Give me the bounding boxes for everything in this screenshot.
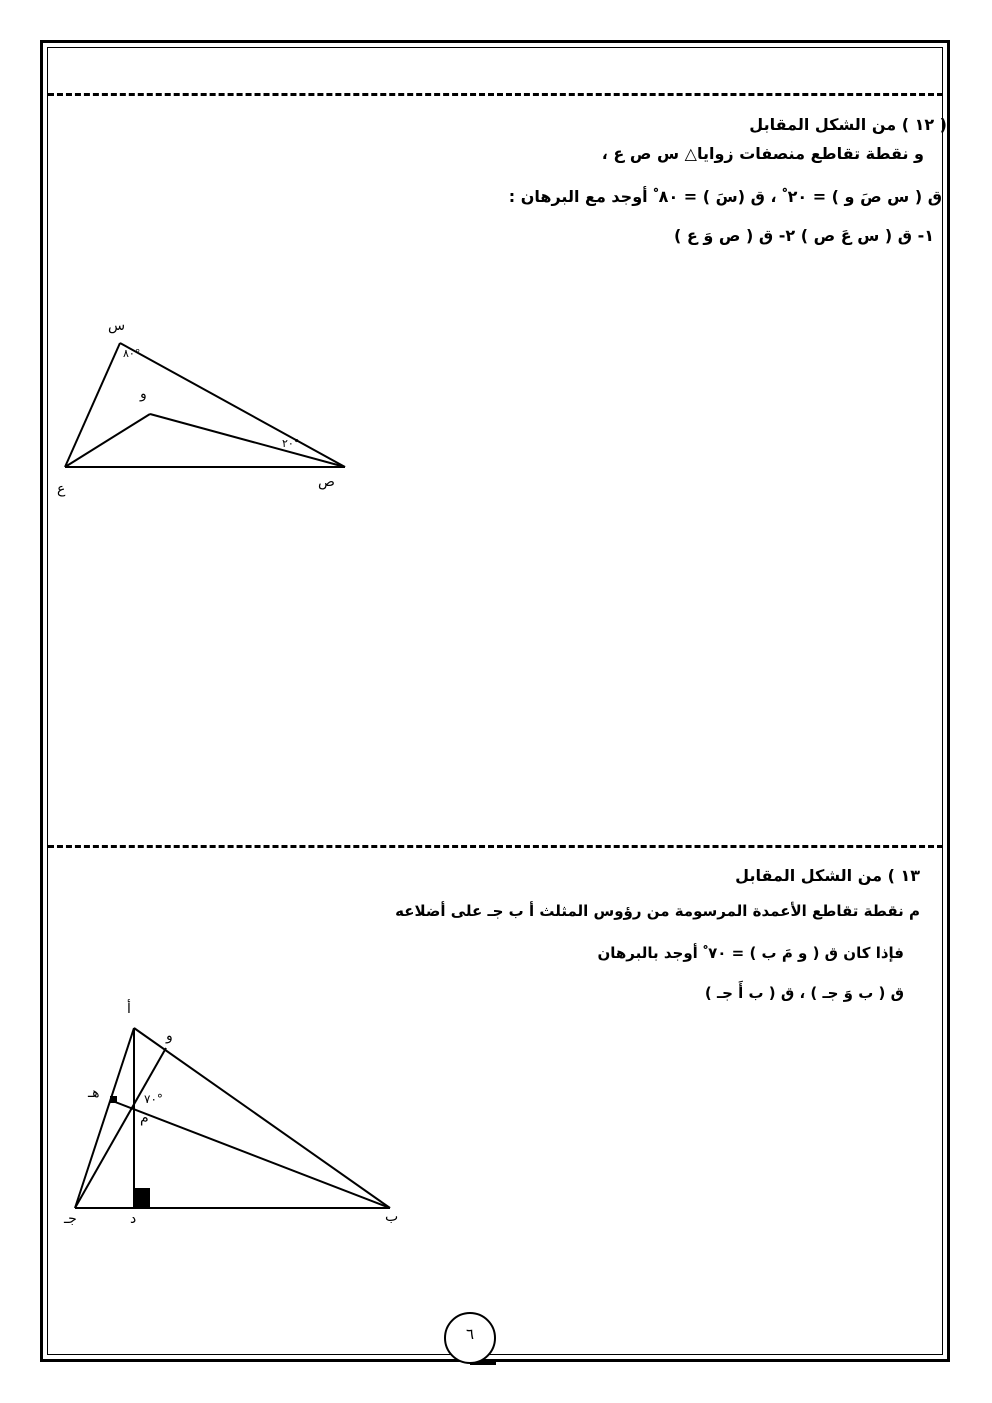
q12-line1: و نقطة تقاطع منصفات زوايا△ س ص ع ، <box>601 144 924 163</box>
q12-label-ain: ع <box>57 481 66 497</box>
q13-line1: م نقطة تقاطع الأعمدة المرسومة من رؤوس المثلث أ ب جـ على أضلاعه <box>395 902 920 920</box>
q13-label-w: و <box>166 1028 173 1044</box>
q12-label-s: س <box>108 318 126 334</box>
page-number: ٦ <box>465 1325 475 1343</box>
q12-angle-s: ٨٠° <box>123 347 141 360</box>
q12-triangle-figure <box>65 343 345 467</box>
q13-altitude-b-h <box>110 1100 390 1208</box>
page-number-underline <box>470 1362 496 1365</box>
q13-triangle-figure <box>75 1028 390 1208</box>
q12-side-s-sad <box>120 343 345 467</box>
q13-label-j: جـ <box>64 1211 77 1227</box>
q12-angle-sad: ٢٠° <box>282 437 300 450</box>
q13-line3: ق ( ب وَ جـ ) ، ق ( ب أَ جـ ) <box>704 984 904 1002</box>
q13-label-m: م <box>140 1110 149 1126</box>
q12-line2: ق ( س صَ و ) = ٢٠ ْ ، ق (سَ ) = ٨٠ ْ أوجد مع البرهان : <box>508 187 942 206</box>
q12-side-s-ain <box>65 343 120 467</box>
q12-label-sad: ص <box>318 474 335 490</box>
q13-side-a-b <box>134 1028 390 1208</box>
q12-title: ( ١٢ ) من الشكل المقابل <box>749 115 947 134</box>
q12-line3: ١- ق ( س عَ ص ) ٢- ق ( ص وَ ع ) <box>673 226 934 245</box>
q13-angle-m: ٧٠° <box>144 1092 163 1106</box>
q13-line2: فإذا كان ق ( و مَ ب ) = ٧٠ ْ أوجد بالبرهان <box>597 944 904 962</box>
q12-bisector-w-sad <box>150 414 345 467</box>
q13-label-d: د <box>130 1211 137 1227</box>
q13-title: ١٣ ) من الشكل المقابل <box>735 866 920 885</box>
q13-label-a: أ <box>127 1001 131 1017</box>
q13-label-h: هـ <box>88 1085 100 1101</box>
q13-right-angle-d <box>135 1188 150 1208</box>
q12-label-w: و <box>140 386 147 402</box>
q13-label-b: ب <box>385 1209 399 1225</box>
q13-right-angle-h <box>110 1096 117 1103</box>
